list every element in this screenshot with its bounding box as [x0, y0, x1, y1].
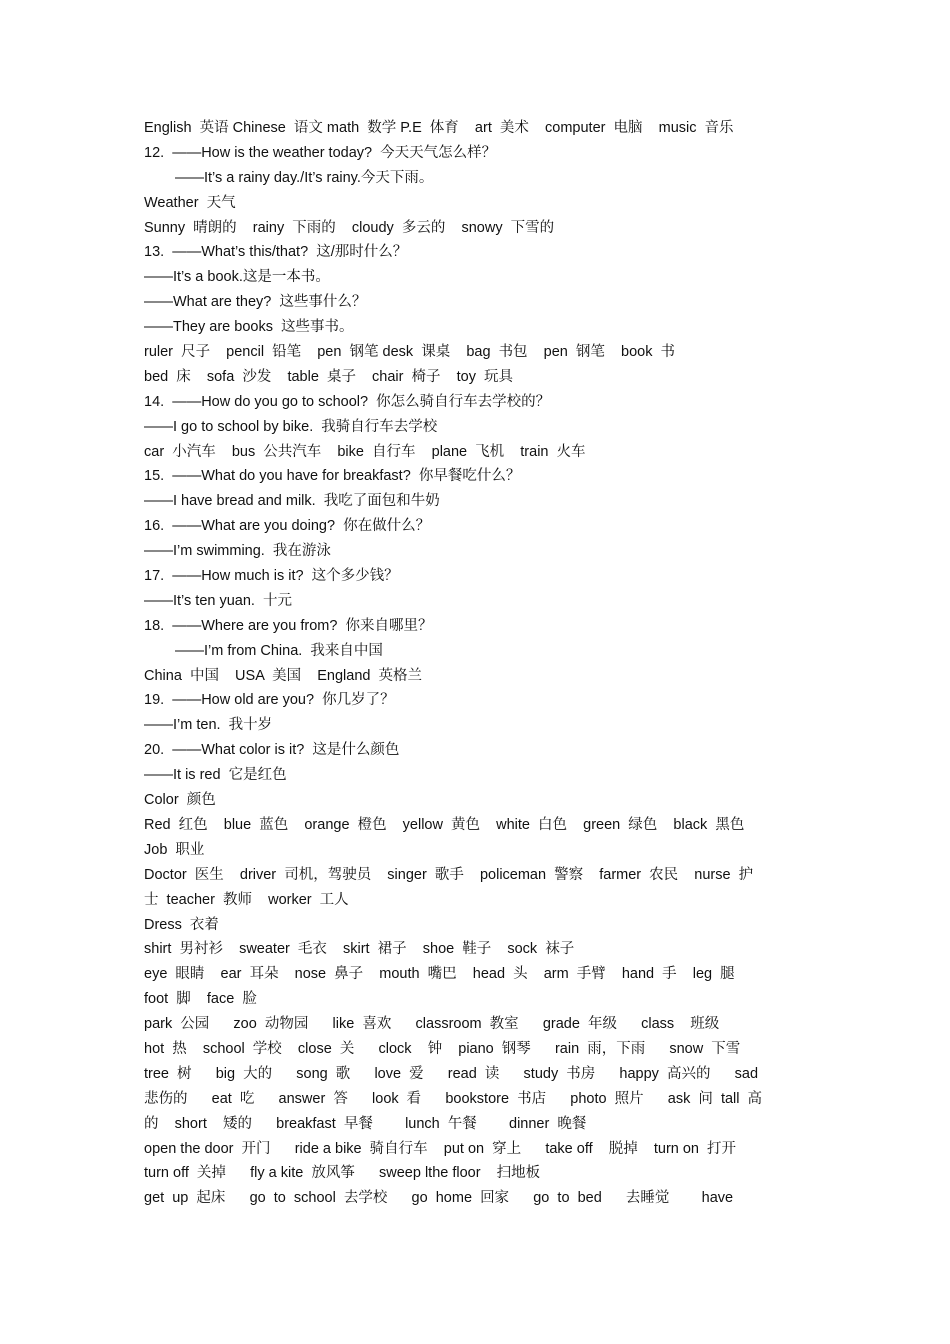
- phrase-vocab-line-3: get up 起床 go to school 去学校 go home 回家 go to bed 去睡觉 have: [144, 1190, 734, 1207]
- misc-vocab-line-3: tree 树 big 大的 song 歌 love 爱 read 读 study 书房 happy 高兴的 sad: [144, 1065, 759, 1082]
- question-16: 16. ——What are you doing? 你在做什么？: [144, 518, 431, 535]
- answer-17: ——It’s ten yuan. 十元: [144, 592, 293, 609]
- answer-14: ——I go to school by bike. 我骑自行车去学校: [144, 418, 438, 435]
- answer-20: ——It is red 它是红色: [144, 767, 287, 784]
- document-page: [144, 116, 808, 1211]
- phrase-vocab-line-2: turn off 关掉 fly a kite 放风筝 sweep lthe floor 扫地板: [144, 1165, 541, 1182]
- question-17: 17. ——How much is it? 这个多少钱？: [144, 568, 399, 585]
- misc-vocab-line-4: 悲伤的 eat 吃 answer 答 look 看 bookstore 书店 photo 照片 ask 问 tall 高: [144, 1090, 763, 1107]
- question-14: 14. ——How do you go to school? 你怎么骑自行车去学校的？: [144, 393, 551, 410]
- question-20: 20. ——What color is it? 这是什么颜色: [144, 742, 400, 759]
- answer-18: ——I’m from China. 我来自中国: [175, 642, 383, 659]
- dress-vocab-line: shirt 男衬衫 sweater 毛衣 skirt 裙子 shoe 鞋子 sock 袜子: [144, 941, 575, 958]
- color-vocab-line: Red 红色 blue 蓝色 orange 橙色 yellow 黄色 white 白色 green 绿色 black 黑色: [144, 816, 745, 833]
- question-18: 18. ——Where are you from? 你来自哪里？: [144, 617, 433, 634]
- answer-15: ——I have bread and milk. 我吃了面包和牛奶: [144, 493, 440, 510]
- answer-19: ——I’m ten. 我十岁: [144, 717, 273, 734]
- question-15: 15. ——What do you have for breakfast? 你早餐吃什么？: [144, 468, 521, 485]
- question-13b: ——What are they? 这些事什么？: [144, 294, 367, 311]
- stationery-vocab-line: ruler 尺子 pencil 铅笔 pen 钢笔 desk 课桌 bag 书包 pen 钢笔 book 书: [144, 344, 676, 361]
- body-vocab-line-2: foot 脚 face 脸: [144, 991, 257, 1008]
- color-heading: Color 颜色: [144, 792, 216, 809]
- job-heading: Job 职业: [144, 841, 205, 858]
- question-13: 13. ——What’s this/that? 这/那时什么？: [144, 244, 408, 261]
- question-12: 12. ——How is the weather today? 今天天气怎么样？: [144, 144, 497, 161]
- transport-vocab-line: car 小汽车 bus 公共汽车 bike 自行车 plane 飞机 train 火车: [144, 443, 586, 460]
- furniture-vocab-line: bed 床 sofa 沙发 table 桌子 chair 椅子 toy 玩具: [144, 368, 514, 385]
- body-vocab-line-1: eye 眼睛 ear 耳朵 nose 鼻子 mouth 嘴巴 head 头 arm 手臂 hand 手 leg 腿: [144, 966, 735, 983]
- weather-heading: Weather 天气: [144, 194, 236, 211]
- question-19: 19. ——How old are you? 你几岁了？: [144, 692, 395, 709]
- job-vocab-line-2: 士 teacher 教师 worker 工人: [144, 891, 349, 908]
- misc-vocab-line-2: hot 热 school 学校 close 关 clock 钟 piano 钢琴 rain 雨，下雨 snow 下雪: [144, 1040, 741, 1057]
- weather-vocab-line: Sunny 晴朗的 rainy 下雨的 cloudy 多云的 snowy 下雪的: [144, 219, 555, 236]
- misc-vocab-line-1: park 公园 zoo 动物园 like 喜欢 classroom 教室 grade 年级 class 班级: [144, 1016, 720, 1033]
- answer-16: ——I’m swimming. 我在游泳: [144, 543, 331, 560]
- dress-heading: Dress 衣着: [144, 916, 219, 933]
- misc-vocab-line-5: 的 short 矮的 breakfast 早餐 lunch 午餐 dinner 晚餐: [144, 1115, 587, 1132]
- subject-vocab-line: English 英语 Chinese 语文 math 数学 P.E 体育 art 美术 computer 电脑 music 音乐: [144, 120, 734, 136]
- job-vocab-line-1: Doctor 医生 driver 司机，驾驶员 singer 歌手 policeman 警察 farmer 农民 nurse 护: [144, 866, 754, 883]
- answer-13a: ——It’s a book.这是一本书。: [144, 269, 330, 286]
- country-vocab-line: China 中国 USA 美国 England 英格兰: [144, 667, 423, 684]
- phrase-vocab-line-1: open the door 开门 ride a bike 骑自行车 put on 穿上 take off 脱掉 turn on 打开: [144, 1140, 737, 1157]
- answer-12: ——It’s a rainy day./It’s rainy.今天下雨。: [175, 169, 434, 186]
- answer-13b: ——They are books 这些事书。: [144, 319, 354, 336]
